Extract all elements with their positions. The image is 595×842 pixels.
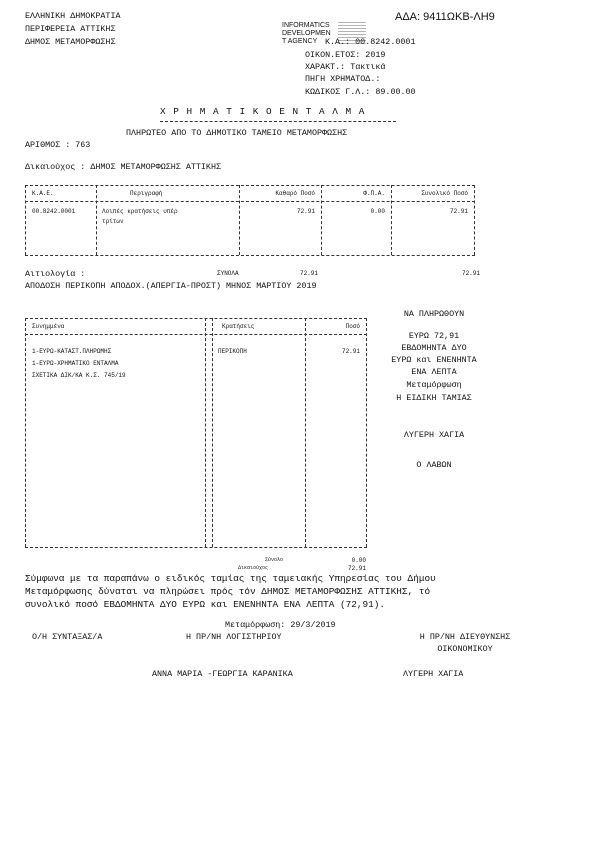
- totals-net: 72.91: [299, 270, 318, 277]
- col-deductions: Κρατήσεις: [222, 323, 255, 330]
- col-kae: Κ.Α.Ε.: [32, 190, 54, 197]
- ada-code: ΑΔΑ: 9411ΩΚΒ-ΛΗ9: [395, 11, 495, 23]
- statement-line-3: συνολικό ποσό ΕΒΔΟΜΗΝΤΑ ΔΥΟ ΕΥΡΩ και ΕΝΕΝΗΝΤΑ ΕΝΑ ΛΕΠΤΑ (72,91).: [25, 599, 386, 610]
- payment-number: ΑΡΙΘΜΟΣ : 763: [25, 140, 91, 150]
- deduction-type: ΠΕΡΙΚΟΠΗ: [218, 348, 247, 355]
- info-year: ΟΙΚΟΝ.ΕΤΟΣ: 2019: [305, 50, 386, 60]
- sum-value: 0.00: [351, 557, 366, 564]
- cashier-name: ΛΥΓΕΡΗ ΧΑΓΙΑ: [403, 430, 465, 440]
- document-title: Χ Ρ Η Μ Α Τ Ι Κ Ο Ε Ν Τ Α Λ Μ Α: [160, 106, 366, 117]
- row-total: 72.91: [449, 208, 468, 215]
- row-net: 72.91: [296, 208, 315, 215]
- payee-label: Δικαιούχος: [238, 565, 269, 571]
- cashier-title: Η ΕΙΔΙΚΗ ΤΑΜΙΑΣ: [396, 393, 472, 403]
- attachment-1: 1-ΕΥΡΩ-ΚΑΤΑΣΤ.ΠΛΗΡΩΜΗΣ: [32, 348, 112, 355]
- payment-words-2: ΕΥΡΩ και ΕΝΕΝΗΝΤΑ: [391, 355, 477, 365]
- col-total: Συνολικό Ποσό: [421, 190, 468, 197]
- info-type: ΧΑΡΑΚΤ.: Τακτικά: [305, 62, 386, 72]
- col-attachments: Συνημμένα: [32, 323, 65, 330]
- justification-label: Αιτιολογία :: [25, 269, 86, 279]
- payment-amount: ΕΥΡΩ 72,91: [408, 331, 460, 341]
- justification-text: ΑΠΟΔΟΣΗ ΠΕΡΙΚΟΠΗ ΑΠΟΔΟΧ.(ΑΠΕΡΓΙΑ-ΠΡΟΣΤ) ΜΗΝΟΣ ΜΑΡΤΙΟΥ 2019: [25, 281, 317, 291]
- header-line-1: ΕΛΛΗΝΙΚΗ ΔΗΜΟΚΡΑΤΙΑ: [25, 11, 121, 21]
- payment-title: ΝΑ ΠΛΗΡΩΘΟΥΝ: [403, 309, 465, 319]
- totals-total: 72.91: [461, 270, 480, 277]
- title-underline: [160, 121, 396, 122]
- col-vat: Φ.Π.Α.: [363, 190, 385, 197]
- name-accounting: ΑΝΝΑ ΜΑΡΙΑ -ΓΕΩΡΓΙΑ ΚΑΡΑΝΙΚΑ: [152, 669, 293, 679]
- name-director: ΛΥΓΕΡΗ ΧΑΓΙΑ: [403, 669, 464, 679]
- date-line: Μεταμόρφωση: 29/3/2019: [225, 620, 336, 630]
- signature-composer: Ο/Η ΣΥΝΤΑΞΑΣ/Α: [32, 632, 103, 642]
- header-line-3: ΔΗΜΟΣ ΜΕΤΑΜΟΡΦΩΣΗΣ: [25, 37, 116, 47]
- row-kae: 00.8242.0001: [32, 208, 76, 215]
- statement-line-2: Μεταμόρφωσης δύναται να πληρώσει πρός τόν ΔΗΜΟΣ ΜΕΤΑΜΟΡΦΩΣΗΣ ΑΤΤΙΚΗΣ, τό: [25, 586, 431, 597]
- signature-accounting: Η ΠΡ/ΝΗ ΛΟΓΙΣΤΗΡΙΟΥ: [186, 632, 282, 642]
- signature-director-2: ΟΙΚΟΝΟΜΙΚΟΥ: [437, 644, 493, 654]
- row-description: Λοιπές κρατήσεις υπέρ: [102, 208, 178, 215]
- receiver-label: Ο ΛΑΒΩΝ: [416, 460, 452, 470]
- payment-place: Μεταμόρφωση: [406, 380, 462, 390]
- signature-director: Η ΠΡ/ΝΗ ΔΙΕΥΘΥΝΣΗΣ: [419, 632, 511, 642]
- payment-words-3: ΕΝΑ ΛΕΠΤΑ: [411, 367, 457, 377]
- payee-value: 72.91: [347, 565, 366, 572]
- col-description: Περιγραφή: [130, 190, 163, 197]
- diavgeia-logo: INFORMATICS DEVELOPMEN T AGENCY: [282, 22, 367, 46]
- col-net: Καθαρό Ποσό: [275, 190, 315, 197]
- deduction-amount: 72.91: [341, 348, 360, 355]
- attachment-3: ΣΧΕΤΙΚΑ ΔΙΚ/ΚΑ Κ.Σ. 745/19: [32, 372, 126, 379]
- sum-label: Σύνολο: [265, 557, 284, 563]
- row-description-2: τρίτων: [102, 218, 124, 225]
- row-vat: 0.00: [370, 208, 385, 215]
- document-subtitle: ΠΛΗΡΩΤΕΟ ΑΠΟ ΤΟ ΔΗΜΟΤΙΚΟ ΤΑΜΕΙΟ ΜΕΤΑΜΟΡΦΩΣΗΣ: [126, 128, 348, 138]
- statement-line-1: Σύμφωνα με τα παραπάνω ο ειδικός ταμίας της ταμειακής Υπηρεσίας του Δήμου: [25, 573, 436, 584]
- beneficiary: Δικαιούχος : ΔΗΜΟΣ ΜΕΤΑΜΟΡΦΩΣΗΣ ΑΤΤΙΚΗΣ: [25, 162, 222, 172]
- info-gl-code: ΚΩΔΙΚΟΣ Γ.Λ.: 89.00.00: [305, 87, 416, 97]
- info-source: ΠΗΓΗ ΧΡΗΜΑΤΟΔ.:: [305, 74, 381, 84]
- attachment-2: 1-ΕΥΡΩ-ΧΡΗΜΑΤΙΚΟ ΕΝΤΑΛΜΑ: [32, 360, 119, 367]
- payment-words-1: ΕΒΔΟΜΗΝΤΑ ΔΥΟ: [401, 343, 467, 353]
- totals-label: ΣΥΝΟΛΑ: [217, 270, 239, 277]
- header-line-2: ΠΕΡΙΦΕΡΕΙΑ ΑΤΤΙΚΗΣ: [25, 24, 116, 34]
- info-ka: Κ.Α.: 00.8242.0001: [325, 37, 416, 47]
- col-amount: Ποσό: [345, 323, 360, 330]
